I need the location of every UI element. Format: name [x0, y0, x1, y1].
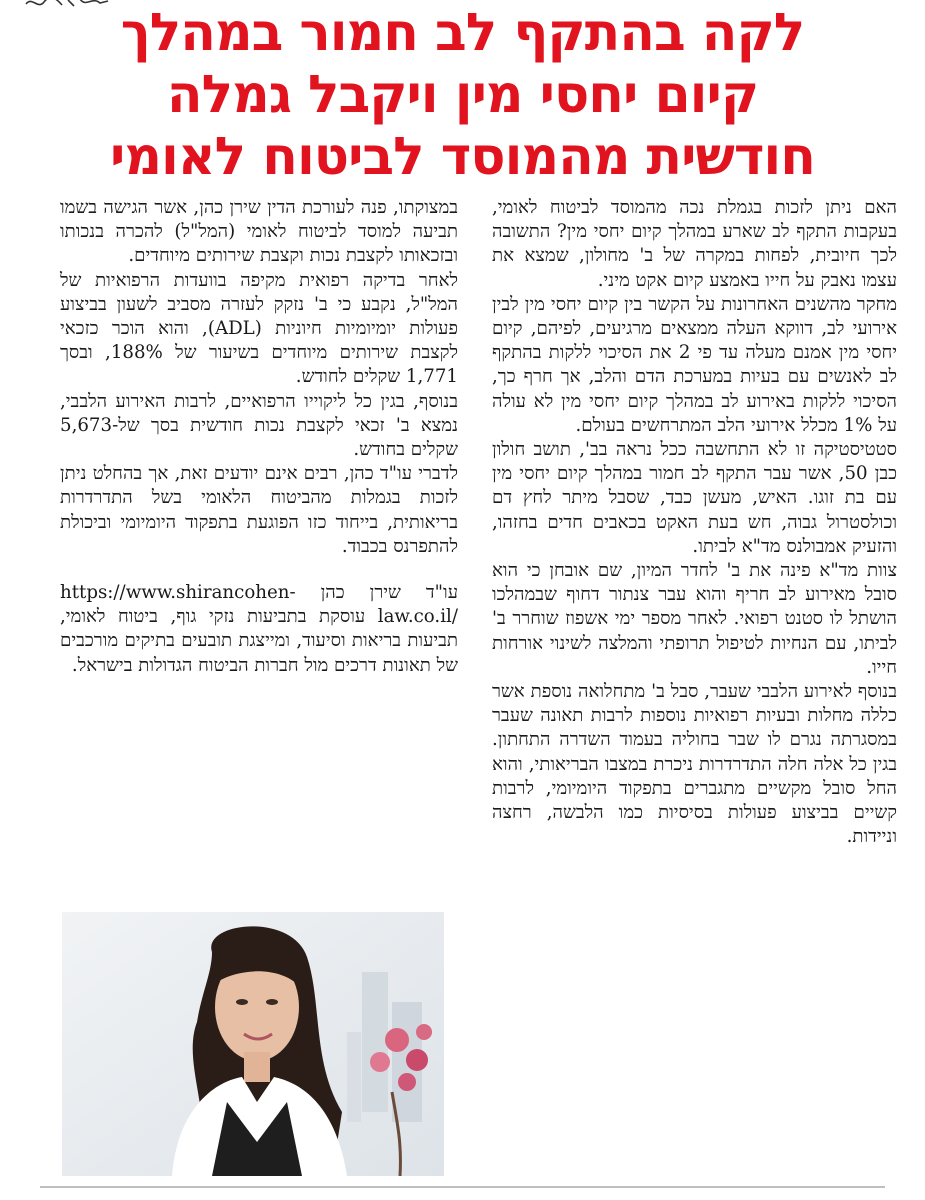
headline-line-1: לקה בהתקף לב חמור במהלך [120, 3, 805, 63]
paragraph: לאחר בדיקה רפואית מקיפה בוועדות הרפואיות של המל"ל, נקבע כי ב' נזקק לעזרה מסביב לשעון בביצוע פעולות יומיומיות חיוניות (ADL), והוא הוכר כזכאי לקצבת שירותים מיוחדים בשיעור של 188%, ובסך 1,771 שקלים לחודש. [60, 269, 459, 388]
divider [40, 1186, 885, 1188]
paragraph: האם ניתן לזכות בגמלת נכה מהמוסד לביטוח לאומי, בעקבות התקף לב שארע במהלך קיום יחסי מין? התשובה לכך חיובית, לפחות במקרה של ב' מחולון, שמצא את עצמו נאבק על חייו באמצע קיום אקט מיני. [492, 197, 897, 291]
author-signature [60, 581, 458, 678]
article-column-left [60, 196, 458, 678]
paragraph: סטטיסטיקה זו לא התחשבה ככל נראה בב', תושב חולון כבן 50, אשר עבר התקף לב חמור במהלך קיום יחסי מין עם בת זוגו. האיש, מעשן כבד, שסבל מיתר לחץ דם וכולסטרול גבוה, חש בעת האקט בכאבים חדים בחזהו, והזעיק אמבולנס מד"א לביתו. [492, 439, 897, 557]
paragraph: מחקר מהשנים האחרונות על הקשר בין קיום יחסי מין לבין אירועי לב, דווקא העלה ממצאים מרגיעים, לפיהם, קיום יחסי מין אמנם מעלה עד פי 2 את הסיכוי ללקות בהתקף לב לאנשים עם בעיות במערכת הדם והלב, אך חרף כך, הסיכוי ללקות באירוע לב במהלך קיום יחסי מין לא עולה על 1% מכלל אירועי הלב המתרחשים בעולם. [492, 293, 897, 436]
paragraph: במצוקתו, פנה לעורכת הדין שירן כהן, אשר הגישה בשמו תביעה למוסד לביטוח לאומי (המל"ל) להכרה בנכותו ובזכאותו לקצבת נכות וקצבת שירותים מיוחדים. [60, 197, 458, 267]
paragraph: בנוסף לאירוע הלבבי שעבר, סבל ב' מתחלואה נוספת אשר כללה מחלות ובעיות רפואיות נוספות לרבות תאונה שעבר במסגרתה נגרם לו שבר בחוליה בעמוד השדרה התחתון. בגין כל אלה חלה התדרדרות ניכרת במצבו הבריאותי, והוא החל סובל מקשיים מתגברים בתפקוד היומיומי, לרבות קשיים בביצוע פעולות בסיסיות כמו הלבשה, רחצה וניידות. [492, 681, 897, 848]
headline-line-2: קיום יחסי מין ויקבל גמלה [166, 65, 759, 125]
paragraph: לדברי עו"ד כהן, רבים אינם יודעים זאת, אך בהחלט ניתן לזכות בגמלות מהביטוח הלאומי בשל התדרדרות בריאותית, בייחוד כזו הפוגעת בתפקוד היומיומי וביכולת להתפרנס בכבוד. [60, 463, 458, 557]
headline [40, 2, 885, 188]
author-website: https://www.shirancohen-law.co.il/ [60, 582, 458, 628]
article-column-right [492, 196, 897, 849]
author-name: עו"ד שירן כהן [320, 582, 458, 604]
paragraph: צוות מד"א פינה את ב' לחדר המיון, שם אובחן כי הוא סובל מאירוע לב חריף והוא עבר צנתור דחוף שבמהלכו הושתל לו סטנט רפואי. לאחר מספר ימי אשפוז שוחרר ב' לביתו, עם הנחיות לטיפול תרופתי והמלצה לשינוי אורחות חייו. [492, 560, 897, 678]
paragraph: בנוסף, בגין כל ליקוייו הרפואיים, לרבות האירוע הלבבי, נמצא ב' זכאי לקצבת נכות חודשית בסך של-5,673 שקלים בחודש. [60, 390, 458, 461]
author-photo [62, 912, 444, 1176]
author-description: עוסקת בתביעות נזקי גוף, ביטוח לאומי, תביעות בריאות וסיעוד, ומייצגת תובעים בתיקים מורכבים של תאונות דרכים מול חברות הביטוח הגדולות בישראל. [60, 606, 458, 676]
headline-line-3: חודשית מהמוסד לביטוח לאומי [110, 127, 815, 187]
